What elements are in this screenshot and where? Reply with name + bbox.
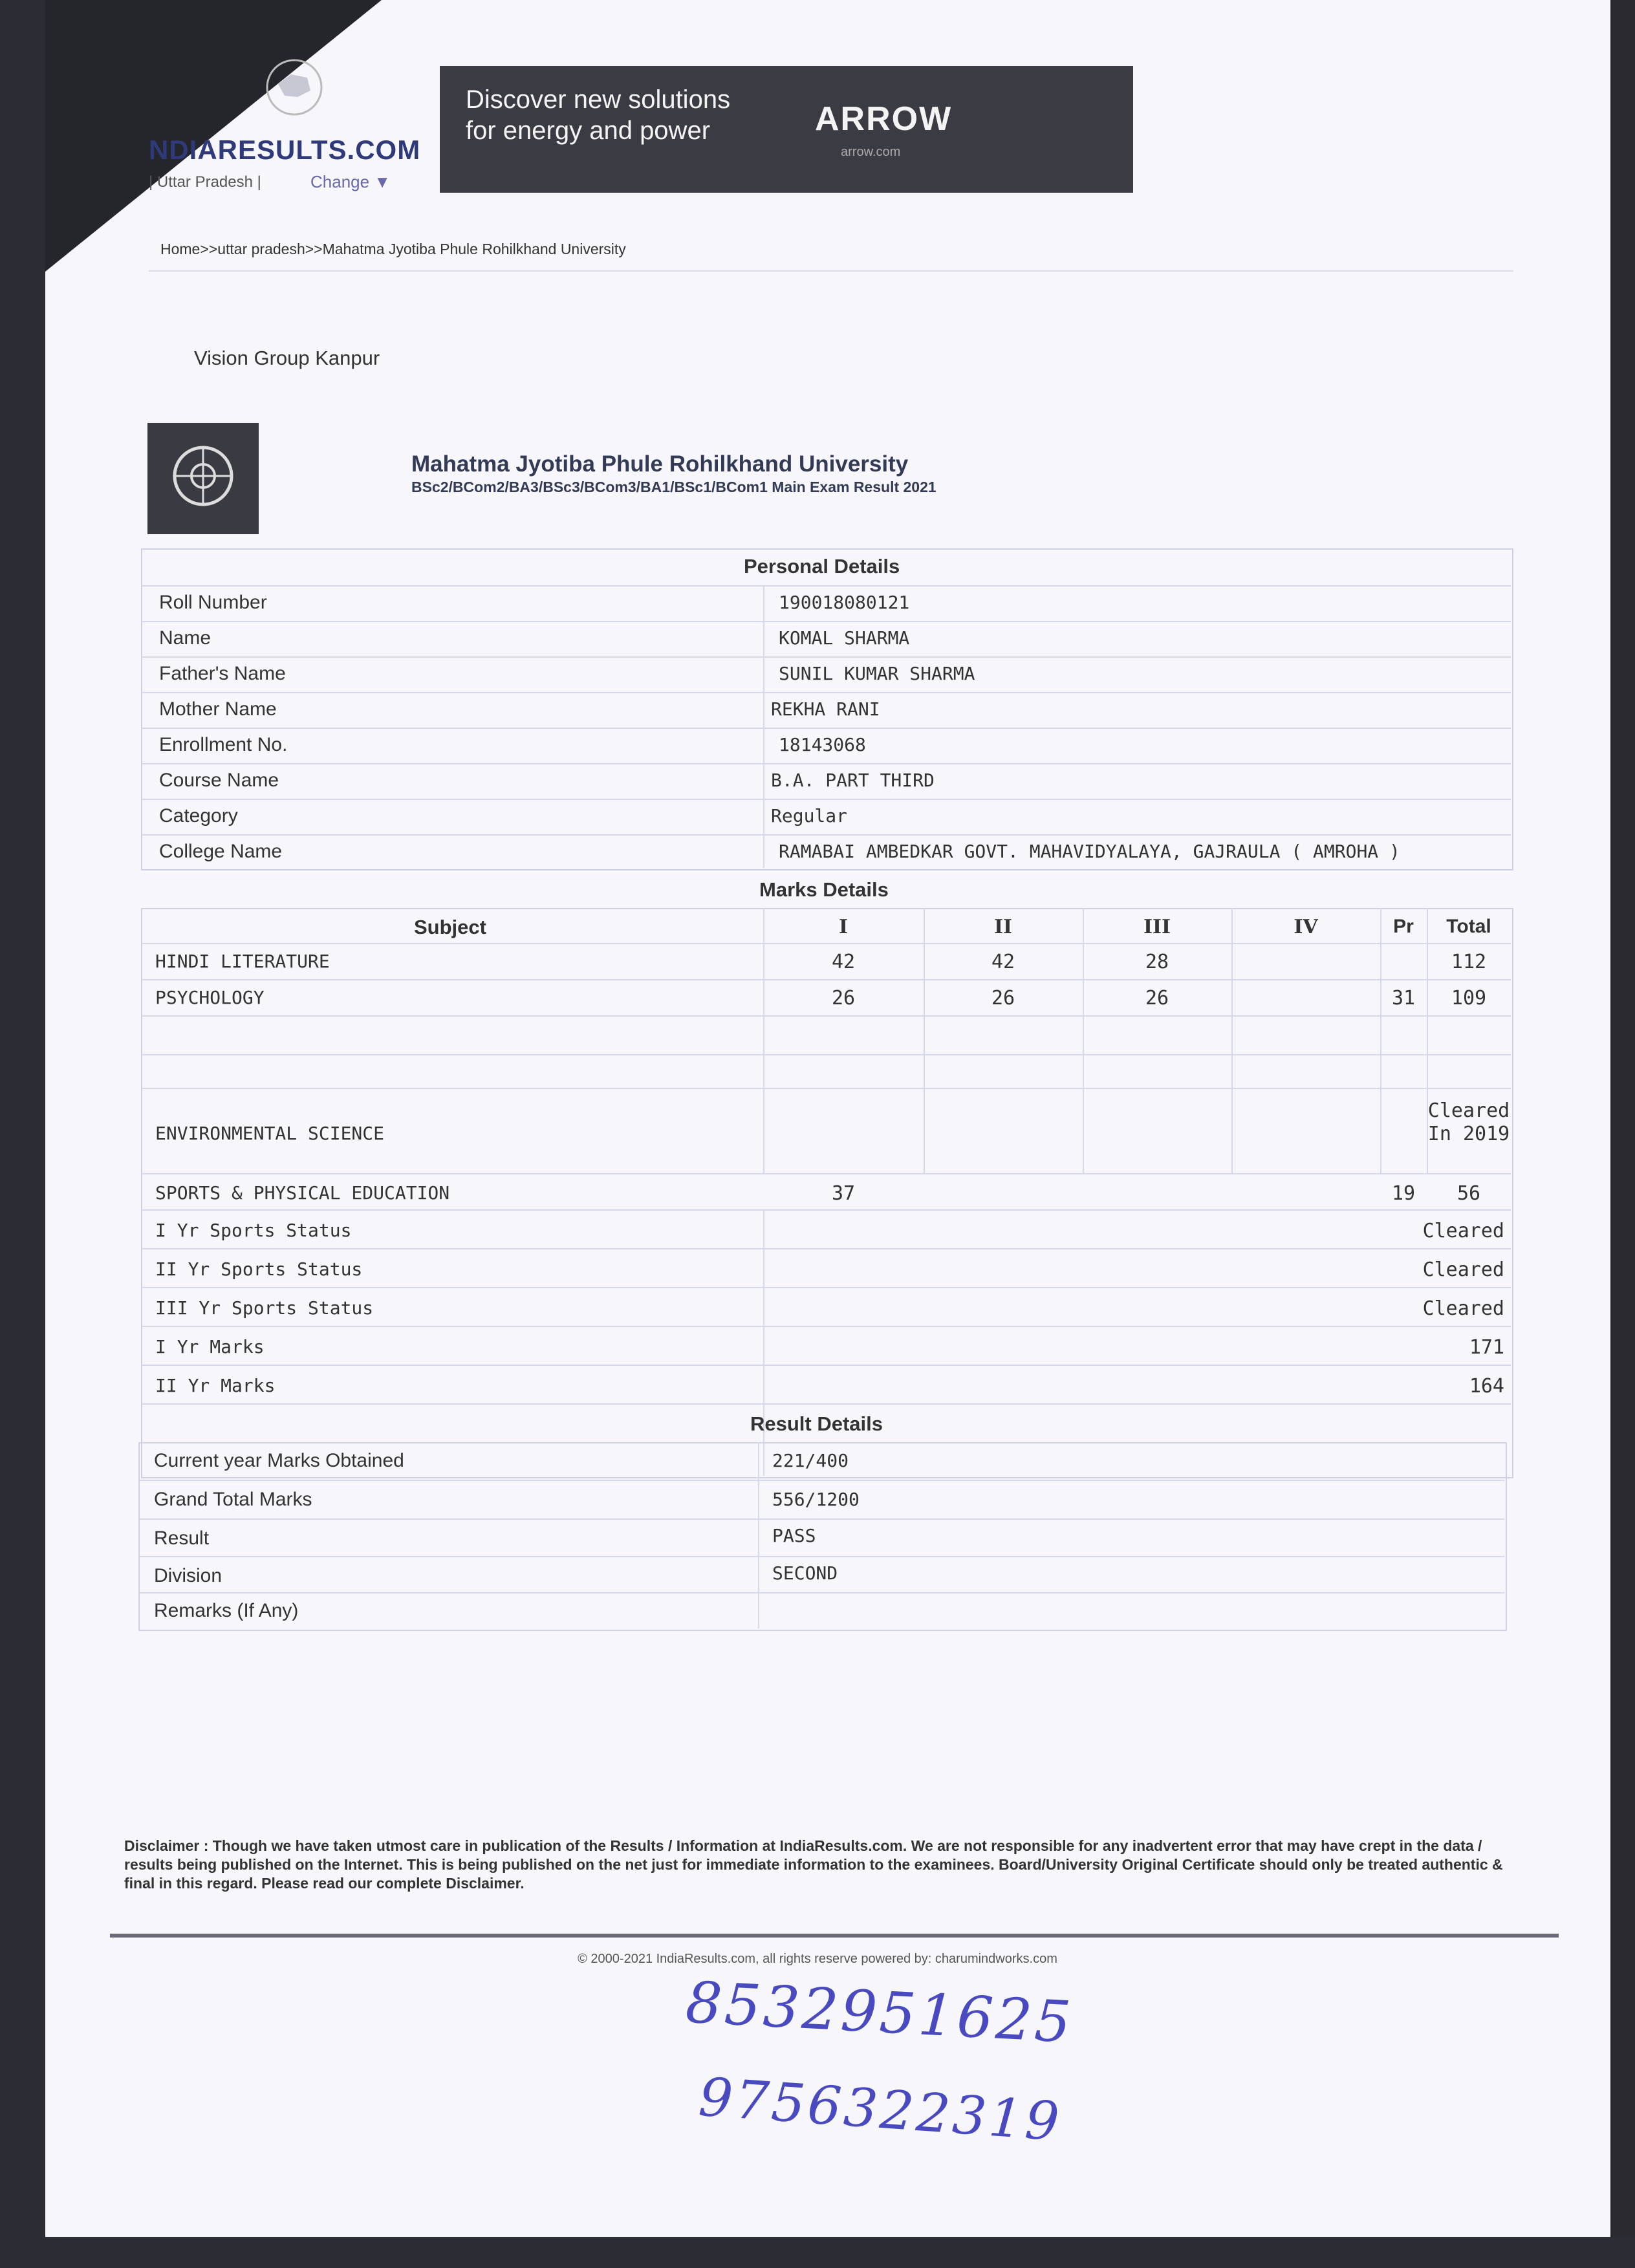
ad-banner[interactable] [440,66,1133,193]
status-value: Cleared [1422,1220,1504,1242]
state-label: | Uttar Pradesh | [149,173,261,191]
mark-i: 42 [831,951,856,973]
row-divider [142,692,1511,693]
marks-details-heading: Marks Details [759,878,889,901]
col-header-subject: Subject [414,916,486,938]
university-title: Mahatma Jyotiba Phule Rohilkhand University [411,451,909,477]
copyright: © 2000-2021 IndiaResults.com, all rights reserve powered by: charumindworks.com [578,1952,1057,1966]
status-label: III Yr Sports Status [155,1297,374,1319]
row-divider [140,1518,1504,1520]
row-divider [142,1015,1511,1017]
roll-number-label: Roll Number [159,592,267,613]
mark-ii: 42 [991,951,1015,973]
col-header-pr: Pr [1393,916,1414,937]
emblem-icon [147,423,259,534]
status-value: Cleared [1422,1258,1504,1281]
status-value: 164 [1469,1375,1504,1398]
name-value: KOMAL SHARMA [779,627,910,649]
mark-i: 37 [831,1182,856,1205]
mark-total: 109 [1451,987,1487,1010]
col-divider [1380,908,1381,1173]
divider [149,270,1513,272]
scan-right-edge [1610,0,1635,2268]
mark-iii: 28 [1145,951,1169,973]
row-divider [142,1054,1511,1055]
row-divider [142,1173,1511,1174]
university-emblem [147,423,259,534]
current-marks-value: 221/400 [772,1450,849,1471]
status-label: I Yr Sports Status [155,1220,352,1241]
father-name-value: SUNIL KUMAR SHARMA [779,663,975,684]
row-divider [142,979,1511,980]
col-divider [1231,908,1233,1173]
division-label: Division [154,1565,222,1586]
enrollment-label: Enrollment No. [159,734,288,755]
remarks-label: Remarks (If Any) [154,1600,299,1621]
mark-pr: 31 [1391,987,1416,1010]
row-divider [142,943,1511,944]
subject-name: HINDI LITERATURE [155,951,330,972]
status-label: II Yr Sports Status [155,1258,363,1280]
row-divider [140,1556,1504,1557]
mark-total: 56 [1456,1182,1481,1205]
category-label: Category [159,805,238,826]
mother-name-value: REKHA RANI [771,698,880,720]
row-divider [142,1326,1511,1327]
mark-i: 26 [831,987,856,1010]
grand-total-label: Grand Total Marks [154,1489,312,1510]
result-label: Result [154,1528,210,1549]
father-name-label: Father's Name [159,663,286,684]
status-value: 171 [1469,1336,1504,1359]
status-value: Cleared [1422,1297,1504,1320]
row-divider [142,799,1511,800]
col-header-iv: IV [1294,916,1318,938]
col-header-iii: III [1143,916,1171,938]
row-divider [142,1287,1511,1288]
row-divider [142,621,1511,622]
mark-ii: 26 [991,987,1015,1010]
col-header-total: Total [1446,916,1491,937]
name-label: Name [159,627,211,649]
scan-bottom-edge [0,2237,1635,2268]
col-divider [758,1442,759,1628]
exam-subtitle: BSc2/BCom2/BA3/BSc3/BCom3/BA1/BSc1/BCom1 Main Exam Result 2021 [411,479,937,495]
grand-total-value: 556/1200 [772,1489,860,1510]
mark-pr: 19 [1391,1182,1416,1205]
india-map-icon [259,58,330,116]
college-name-value: RAMABAI AMBEDKAR GOVT. MAHAVIDYALAYA, GAJRAULA ( AMROHA ) [779,841,1400,862]
vision-group-label: Vision Group Kanpur [194,347,380,369]
status-label: I Yr Marks [155,1336,265,1357]
mark-total: 112 [1451,951,1487,973]
mother-name-label: Mother Name [159,698,277,720]
row-divider [142,656,1511,658]
site-logo[interactable] [149,58,421,207]
result-details-heading: Result Details [750,1412,883,1435]
row-divider [142,1403,1511,1405]
row-divider [140,1480,1504,1481]
column-divider [763,585,764,868]
row-divider [142,1365,1511,1366]
disclaimer-text: Disclaimer : Though we have taken utmost care in publication of the Results / Information at IndiaResults.com. We are not responsible for any inadvertent error that may have crept in the data / results being published on the Internet. This is being published on the net just for immediate information to the examinees. Board/University Original Certificate should only be treated authentic & final in this regard. Please read our complete Disclaimer. [124,1837,1503,1892]
current-marks-label: Current year Marks Obtained [154,1450,404,1471]
ad-brand: ARROW [815,100,953,138]
row-divider [142,1088,1511,1089]
course-name-label: Course Name [159,770,279,791]
subject-name: SPORTS & PHYSICAL EDUCATION [155,1182,450,1204]
ad-line-2: for energy and power [466,116,711,145]
result-value: PASS [772,1525,816,1546]
mark-total: Cleared In 2019 [1427,1099,1510,1145]
col-divider [763,908,764,1173]
row-divider [142,834,1511,836]
scan-left-edge [0,0,45,2268]
roll-number-value: 190018080121 [779,592,910,613]
col-divider [924,908,925,1173]
col-header-ii: II [993,916,1013,938]
row-divider [142,585,1511,587]
course-name-value: B.A. PART THIRD [771,770,935,791]
row-divider [142,1248,1511,1249]
site-logo-text: NDIARESULTS.COM [149,135,421,165]
col-divider [1083,908,1084,1173]
ad-line-1: Discover new solutions [466,85,731,114]
breadcrumb[interactable]: Home>>uttar pradesh>>Mahatma Jyotiba Phule Rohilkhand University [160,241,626,257]
handwritten-phone-1: 8532951625 [684,1969,1076,2056]
row-divider [142,1209,1511,1211]
division-value: SECOND [772,1562,838,1584]
row-divider [142,728,1511,729]
subject-name: PSYCHOLOGY [155,987,265,1008]
enrollment-value: 18143068 [779,734,866,755]
col-header-i: I [838,916,849,938]
change-state-link[interactable]: Change ▼ [310,172,391,191]
category-value: Regular [771,805,848,826]
status-label: II Yr Marks [155,1375,276,1396]
personal-details-heading: Personal Details [744,555,900,578]
subject-name: ENVIRONMENTAL SCIENCE [155,1123,385,1144]
row-divider [142,763,1511,764]
college-name-label: College Name [159,841,283,862]
row-divider [140,1592,1504,1593]
ad-brand-url: arrow.com [841,145,901,159]
handwritten-phone-2: 9756322319 [697,2066,1064,2154]
mark-iii: 26 [1145,987,1169,1010]
footer-divider [110,1934,1559,1938]
